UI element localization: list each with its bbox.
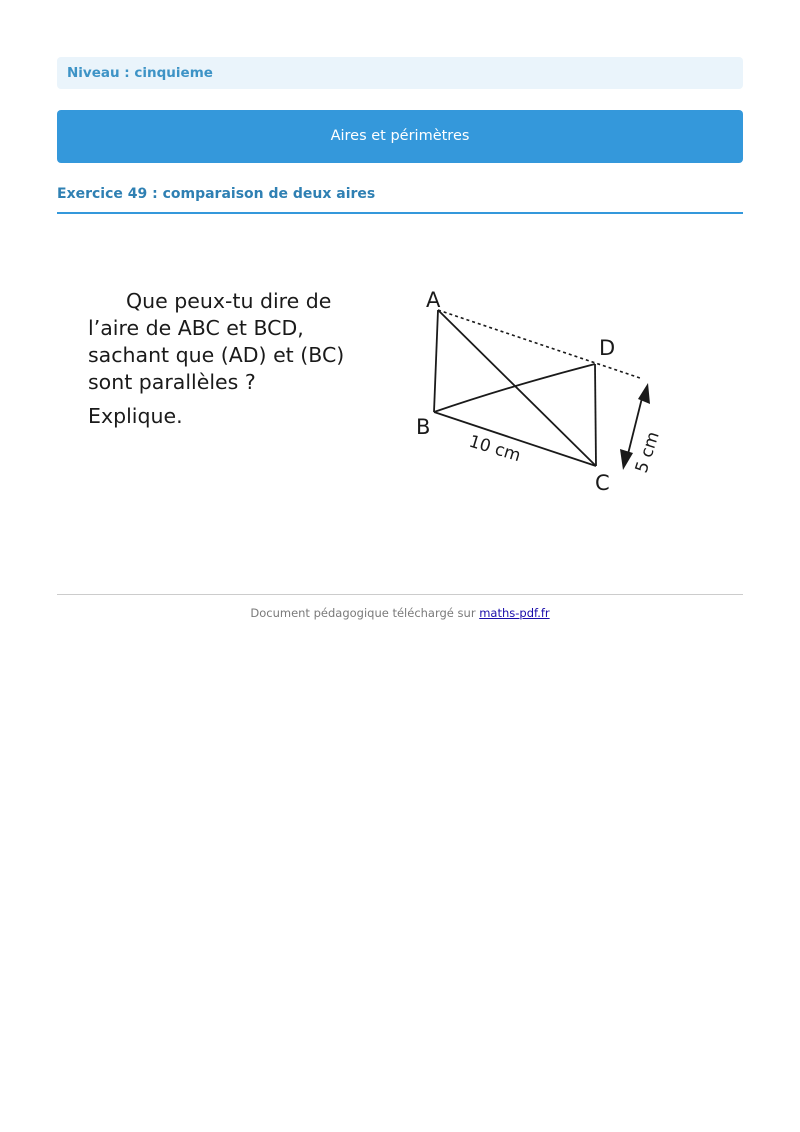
footer-divider <box>57 594 743 595</box>
footer-link[interactable]: maths-pdf.fr <box>479 606 550 620</box>
length-label-bc: 10 cm <box>466 431 524 467</box>
point-label-a: A <box>426 288 441 312</box>
footer-text: Document pédagogique téléchargé sur <box>250 606 476 620</box>
exercise-title: Exercice 49 : comparaison de deux aires <box>57 186 376 202</box>
exercise-title-underline <box>57 212 743 214</box>
footer <box>57 606 743 620</box>
segment-dc <box>595 364 596 466</box>
question-line: Que peux-tu dire de <box>126 289 332 313</box>
height-arrow-head-top <box>638 383 650 404</box>
height-label: 5 cm <box>631 429 664 476</box>
point-label-b: B <box>416 415 431 439</box>
exercise-content <box>80 276 680 506</box>
instruction-text: Explique. <box>88 404 183 428</box>
segment-bd <box>434 364 595 412</box>
question-line: sachant que (AD) et (BC) <box>88 343 345 367</box>
geometry-figure <box>80 276 680 506</box>
question-line: l’aire de ABC et BCD, <box>88 316 304 340</box>
height-arrow-head-bottom <box>620 449 633 470</box>
question-line: sont parallèles ? <box>88 370 256 394</box>
level-label: Niveau : cinquieme <box>57 57 743 89</box>
point-label-c: C <box>595 471 610 495</box>
chapter-title-banner: Aires et périmètres <box>57 110 743 163</box>
segment-ac <box>438 310 596 466</box>
segment-ab <box>434 310 438 412</box>
point-label-d: D <box>599 336 616 360</box>
